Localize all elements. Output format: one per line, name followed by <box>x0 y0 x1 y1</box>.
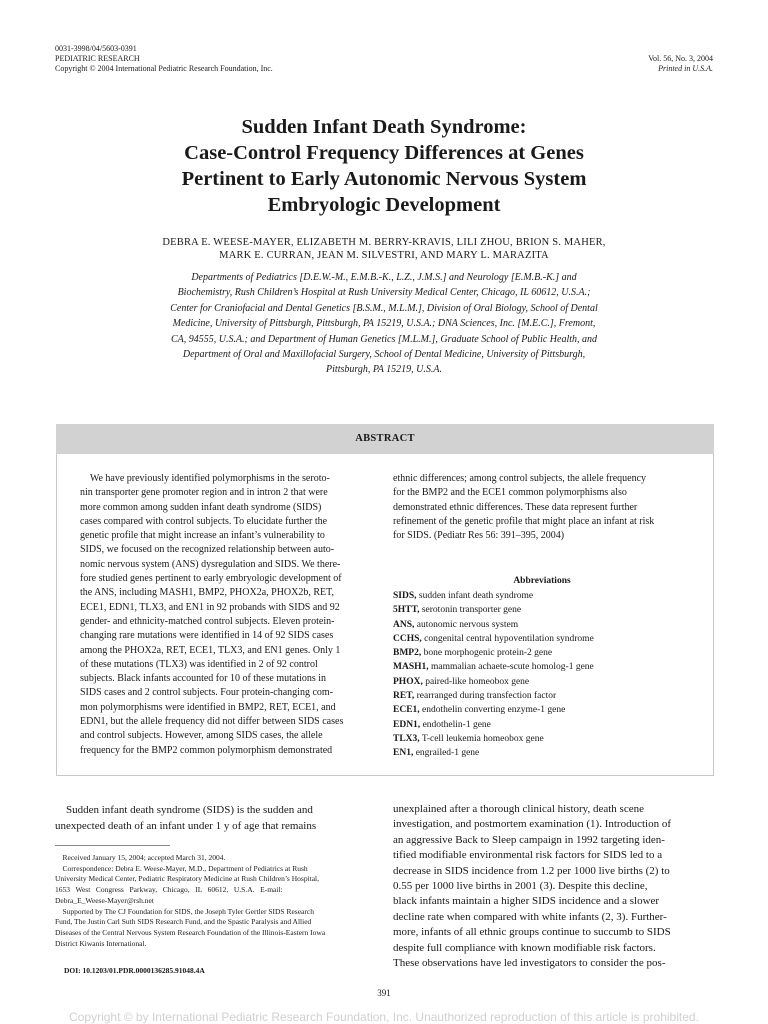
abbreviation-item <box>393 689 691 703</box>
footnote-line: 1653 West Congress Parkway, Chicago, IL 60612, U.S.A. E-mail: <box>55 885 283 895</box>
abbreviation-item <box>393 589 691 603</box>
abbreviation-term: RET, <box>393 691 415 702</box>
title-line: Pertinent to Early Autonomic Nervous System <box>181 168 587 190</box>
title-line: Embryologic Development <box>267 194 501 216</box>
article-title <box>60 114 708 218</box>
abstract-line: gender- and ethnicity-matched control subjects. Eleven protein- <box>80 615 335 627</box>
abstract-line: subjects. Black infants accounted for 10 of these mutations in <box>80 673 327 685</box>
abbreviation-item <box>393 632 691 646</box>
abstract-line: nin transporter gene promoter region and in intron 2 that were <box>80 487 328 499</box>
abbreviation-term: EN1, <box>393 748 414 759</box>
abstract-line: We have previously identified polymorphisms in the seroto- <box>80 473 330 484</box>
body-line: more, infants of all ethnic groups continue to succumb to SIDS <box>393 926 671 939</box>
doi: DOI: 10.1203/01.PDR.0000136285.91048.4A <box>64 966 205 975</box>
abbreviation-item <box>393 618 691 632</box>
footnote-divider <box>55 845 170 846</box>
abbreviation-definition: engrailed-1 gene <box>415 748 480 759</box>
abbreviation-item <box>393 646 691 660</box>
body-line: tified modifiable environmental risk factors for SIDS led to a <box>393 849 663 862</box>
abbreviation-definition: endothelin-1 gene <box>422 719 491 730</box>
abbreviation-term: CCHS, <box>393 633 422 644</box>
abstract-line: cases compared with control subjects. To elucidate further the <box>80 515 328 527</box>
abstract-line: for SIDS. (Pediatr Res 56: 391–395, 2004) <box>393 530 565 542</box>
issn: 0031-3998/04/5603-0391 <box>55 44 137 53</box>
abstract-line: the ANS, including MASH1, BMP2, PHOX2a, PHOX2b, RET, <box>80 587 334 599</box>
footnote-line: Debra_E_Weese-Mayer@rsh.net <box>55 895 154 905</box>
body-text-right <box>393 802 715 971</box>
body-line: These observations have led investigators to consider the pos- <box>393 957 666 970</box>
abbreviation-term: SIDS, <box>393 591 417 601</box>
abbreviation-definition: serotonin transporter gene <box>421 605 522 616</box>
body-line: despite full compliance with known modifiable risk factors. <box>393 941 656 954</box>
abbreviation-definition: congenital central hypoventilation syndrome <box>424 633 594 644</box>
abstract-line: frequency for the BMP2 common polymorphism demonstrated <box>80 744 333 756</box>
abbreviation-definition: paired-like homeobox gene <box>425 676 530 687</box>
abbreviations-list <box>393 589 691 761</box>
abstract-line: SIDS cases and 2 control subjects. Four protein-changing com- <box>80 687 334 699</box>
abbreviation-item <box>393 703 691 717</box>
abbreviation-term: ANS, <box>393 619 415 630</box>
abstract-line: fore studied genes pertinent to early embryologic development of <box>80 573 342 585</box>
abstract-line: refinement of the genetic profile that might place an infant at risk <box>393 515 655 527</box>
footnote-line: University Medical Center, Pediatric Respiratory Medicine at Rush Children’s Hospital, <box>55 874 320 884</box>
abbreviation-definition: mammalian achaete-scute homolog-1 gene <box>431 662 594 673</box>
abstract-text-right <box>393 472 691 543</box>
affiliation-line: Medicine, University of Pittsburgh, Pittsburgh, PA 15219, U.S.A.; DNA Sciences, Inc. [M.E.C.], Fremont, <box>172 318 596 330</box>
footnote-line: Supported by The CJ Foundation for SIDS, the Joseph Tyler Gertler SIDS Research <box>55 906 314 916</box>
body-line: unexpected death of an infant under 1 y of age that remains <box>55 820 317 833</box>
affiliation-line: Pittsburgh, PA 15219, U.S.A. <box>326 364 442 376</box>
abbreviation-item <box>393 746 691 760</box>
body-line: investigation, and postmortem examination (1). Introduction of <box>393 818 671 831</box>
abstract-line: more common among sudden infant death syndrome (SIDS) <box>80 501 322 513</box>
abstract-line: EDN1, but the allele frequency did not differ between SIDS cases <box>80 716 344 728</box>
affiliation-line: Center for Craniofacial and Dental Genetics [B.S.M., M.L.M.], Division of Oral Biology, School of Dental <box>170 302 598 314</box>
abstract-line: among the PHOX2a, RET, ECE1, TLX3, and EN1 genes. Only 1 <box>80 644 341 656</box>
abbreviation-item <box>393 660 691 674</box>
title-line: Case-Control Frequency Differences at Genes <box>184 142 584 164</box>
footnote-line: Diseases of the Central Nervous System Research Foundation of the Illinois-Eastern Iowa <box>55 927 326 937</box>
footnotes <box>55 853 377 949</box>
abstract-heading: ABSTRACT <box>56 424 714 454</box>
abbreviation-term: PHOX, <box>393 676 423 687</box>
body-line: decrease in SIDS incidence from 1.2 per 1000 live births (2) to <box>393 864 670 877</box>
footnote-line: Received January 15, 2004; accepted March 31, 2004. <box>55 853 226 862</box>
abbreviation-term: EDN1, <box>393 719 421 730</box>
body-line: 0.55 per 1000 live births in 2001 (3). Despite this decline, <box>393 880 648 893</box>
body-line: black infants maintain a higher SIDS incidence and a slower <box>393 895 660 908</box>
body-line: an aggressive Back to Sleep campaign in 1992 targeting iden- <box>393 833 665 846</box>
affiliation-line: Biochemistry, Rush Children’s Hospital at Rush University Medical Center, Chicago, IL 60612, U.S.A.; <box>177 287 591 299</box>
abbreviation-definition: autonomic nervous system <box>416 619 519 630</box>
abstract-line: of these mutations (TLX3) was identified in 2 of 92 control <box>80 658 318 670</box>
affiliation-line: Department of Oral and Maxillofacial Surgery, School of Dental Medicine, University of Pittsburgh, <box>182 349 586 361</box>
author-line: DEBRA E. WEESE-MAYER, ELIZABETH M. BERRY-KRAVIS, LILI ZHOU, BRION S. MAHER, <box>162 237 606 248</box>
journal-name: PEDIATRIC RESEARCH <box>55 54 140 63</box>
abbreviation-term: MASH1, <box>393 662 429 673</box>
abstract-line: ethnic differences; among control subjects, the allele frequency <box>393 473 647 484</box>
abstract-line: mon polymorphisms were identified in BMP2, RET, ECE1, and <box>80 701 336 713</box>
body-line: decline rate when compared with white infants (2, 3). Further- <box>393 910 667 923</box>
footnote-line: Correspondence: Debra E. Weese-Mayer, M.D., Department of Pediatrics at Rush <box>55 863 308 873</box>
abstract-text-left <box>80 472 378 758</box>
abbreviation-term: BMP2, <box>393 648 422 659</box>
issue-info <box>648 54 713 74</box>
footnote-line: Fund, The Justin Carl Suth SIDS Research Fund, and the Spastic Paralysis and Allied <box>55 917 312 927</box>
abbreviation-term: ECE1, <box>393 705 420 716</box>
body-text-left <box>55 802 377 834</box>
abbreviations-heading: Abbreviations <box>513 576 571 586</box>
abbreviation-item <box>393 732 691 746</box>
footnote-line: District Kiwanis International. <box>55 938 147 948</box>
abstract-line: nomic nervous system (ANS) dysregulation and SIDS. We there- <box>80 558 341 570</box>
copyright-watermark: Copyright © by International Pediatric Research Foundation, Inc. Unauthorized reproduction of this article is prohibited. <box>69 1010 699 1024</box>
abbreviation-definition: bone morphogenic protein-2 gene <box>423 648 553 659</box>
abbreviation-definition: sudden infant death syndrome <box>418 591 534 601</box>
abstract-line: for the BMP2 and the ECE1 common polymorphisms also <box>393 487 627 499</box>
abstract-line: ECE1, EDN1, TLX3, and EN1 in 92 probands with SIDS and 92 <box>80 601 340 613</box>
printed-in: Printed in U.S.A. <box>658 64 713 73</box>
affiliations <box>110 270 658 378</box>
abstract-line: changing rare mutations were identified in 14 of 92 SIDS cases <box>80 630 334 642</box>
title-line: Sudden Infant Death Syndrome: <box>241 116 527 138</box>
author-list <box>60 236 708 262</box>
volume: Vol. 56, No. 3, 2004 <box>648 54 713 63</box>
affiliation-line: Departments of Pediatrics [D.E.W.-M., E.M.B.-K., L.Z., J.M.S.] and Neurology [E.M.B.-K.] and <box>191 272 577 283</box>
abbreviation-term: TLX3, <box>393 733 420 744</box>
page-number: 391 <box>377 988 391 998</box>
author-line: MARK E. CURRAN, JEAN M. SILVESTRI, AND MARY L. MARAZITA <box>219 250 549 261</box>
abstract-line: demonstrated ethnic differences. These data represent further <box>393 501 638 513</box>
abbreviation-definition: endothelin converting enzyme-1 gene <box>422 705 566 716</box>
affiliation-line: CA, 94555, U.S.A.; and Department of Human Genetics [M.L.M.], Graduate School of Public Health, and <box>170 333 598 345</box>
abbreviation-term: 5HTT, <box>393 605 420 616</box>
abbreviation-item <box>393 603 691 617</box>
journal-header <box>55 44 273 74</box>
abbreviation-item <box>393 675 691 689</box>
body-line: Sudden infant death syndrome (SIDS) is the sudden and <box>55 804 313 816</box>
abstract-line: and control subjects. However, among SIDS cases, the allele <box>80 730 323 742</box>
abstract-line: genetic profile that might increase an infant’s vulnerability to <box>80 530 325 542</box>
copyright-line: Copyright © 2004 International Pediatric Research Foundation, Inc. <box>55 64 273 73</box>
abbreviation-definition: T-cell leukemia homeobox gene <box>421 733 544 744</box>
abbreviation-definition: rearranged during transfection factor <box>416 691 557 702</box>
abstract-line: SIDS, we focused on the recognized relationship between auto- <box>80 544 335 556</box>
abbreviation-item <box>393 718 691 732</box>
body-line: unexplained after a thorough clinical history, death scene <box>393 803 644 815</box>
